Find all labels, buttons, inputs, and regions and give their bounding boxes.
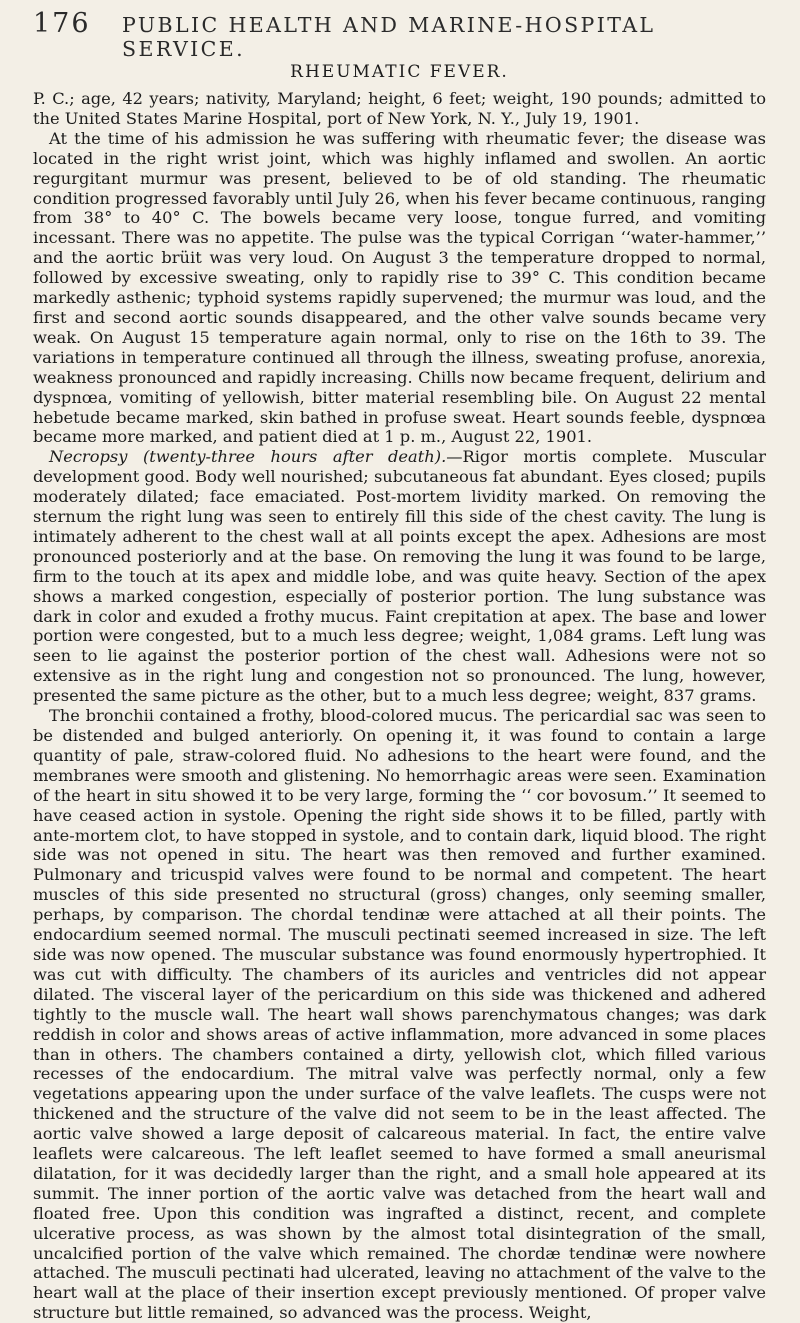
paragraph-heart-findings: The bronchii contained a frothy, blood-colored mucus. The pericardial sac was seen to be distended and bulged anteriorly. On opening it, it was found to contain a large quantity of pale, straw-colored fluid. No adhesions to the heart were found, and the membranes were smooth and glistening. No hemorrhagic areas were seen. Examination of the heart in situ showed it to be very large, forming the ‘‘ cor bovosum.’’ It seemed to have ceased action in systole. Opening the right side shows it to be filled, partly with ante-mortem clot, to have stopped in systole, and to contain dark, liquid blood. The right side was not opened in situ. The heart was then removed and further examined. Pulmonary and tricuspid valves were found to be normal and competent. The heart muscles of this side presented no structural (gross) changes, only seeming smaller, perhaps, by comparison. The chordal tendinæ were attached at all their points. The endocardium seemed normal. The musculi pectinati seemed increased in size. The left side was now opened. The muscular substance was found enormously hypertrophied. It was cut with difficulty. The chambers of its auricles and ventricles did not appear dilated. The visceral layer of the pericardium on this side was thickened and adhered tightly to the muscle wall. The heart wall shows parenchymatous changes; was dark reddish in color and shows areas of active inflammation, more advanced in some places than in others. The chambers contained a dirty, yellowish clot, which filled various recesses of the endocardium. The mitral valve was perfectly normal, only a few vegetations appearing upon the under surface of the valve leaflets. The cusps were not thickened and the structure of the valve did not seem to be in the least affected. The aortic valve showed a large deposit of calcareous material. In fact, the entire valve leaflets were calcareous. The left leaflet seemed to have formed a small aneurismal dilatation, for it was decidedly larger than the right, and a small hole appeared at its summit. The inner portion of the aortic valve was detached from the heart wall and floated free. Upon this condition was ingrafted a distinct, recent, and complete ulcerative process, as was shown by the almost total disintegration of the small, uncalcified portion of the valve which remained. The chordæ tendinæ were nowhere attached. The musculi pectinati had ulcerated, leaving no attachment of the valve to the heart wall at the place of their insertion except previously mentioned. Of proper valve structure but little remained, so advanced was the process. Weight,: [33, 706, 766, 1323]
section-title: RHEUMATIC FEVER.: [290, 62, 509, 82]
page-number: 176: [33, 8, 91, 39]
necropsy-heading: Necropsy (twenty-three hours after death).: [49, 447, 447, 467]
paragraph-case-summary: P. C.; age, 42 years; nativity, Maryland; height, 6 feet; weight, 190 pounds; admitted to the United States Marine Hospital, port of New York, N. Y., July 19, 1901.: [33, 89, 766, 128]
paragraph-necropsy: [33, 447, 766, 706]
page-header: [33, 8, 766, 61]
paragraph-clinical-history: At the time of his admission he was suffering with rheumatic fever; the disease was located in the right wrist joint, which was highly inflamed and swollen. An aortic regurgitant murmur was present, believed to be of old standing. The rheumatic condition progressed favorably until July 26, when his fever became continuous, ranging from 38° to 40° C. The bowels became very loose, tongue furred, and vomiting incessant. There was no appetite. The pulse was the typical Corrigan ‘‘water-hammer,’’ and the aortic brüit was very loud. On August 3 the temperature dropped to normal, followed by excessive sweating, only to rapidly rise to 39° C. This condition became markedly asthenic; typhoid systems rapidly supervened; the murmur was loud, and the first and second aortic sounds disappeared, and the other valve sounds became very weak. On August 15 temperature again normal, only to rise on the 16th to 39. The variations in temperature continued all through the illness, sweating profuse, anorexia, weakness pronounced and rapidly increasing. Chills now became frequent, delirium and dyspnœa, vomiting of yellowish, bitter material resembling bile. On August 22 mental hebetude became marked, skin bathed in profuse sweat. Heart sounds feeble, dyspnœa became more marked, and patient died at 1 p. m., August 22, 1901.: [33, 128, 766, 447]
running-head: PUBLIC HEALTH AND MARINE-HOSPITAL SERVICE.: [122, 13, 656, 61]
body-text: [33, 89, 766, 1323]
necropsy-text: —Rigor mortis complete. Muscular development good. Body well nourished; subcutaneous fat abundant. Eyes closed; pupils moderately dilated; face emaciated. Post-mortem lividity marked. On removing the sternum the right lung was seen to entirely fill this side of the chest cavity. The lung is intimately adherent to the chest wall at all points except the apex. Adhesions are most pronounced posteriorly and at the base. On removing the lung it was found to be large, firm to the touch at its apex and middle lobe, and was quite heavy. Section of the apex shows a marked congestion, especially of posterior portion. The lung substance was dark in color and exuded a frothy mucus. Faint crepitation at apex. The base and lower portion were congested, but to a much less degree; weight, 1,084 grams. Left lung was seen to lie against the posterior portion of the chest wall. Adhesions were not so extensive as in the right lung and congestion not so pronounced. The lung, however, presented the same picture as the other, but to a much less degree; weight, 837 grams.: [33, 447, 766, 706]
